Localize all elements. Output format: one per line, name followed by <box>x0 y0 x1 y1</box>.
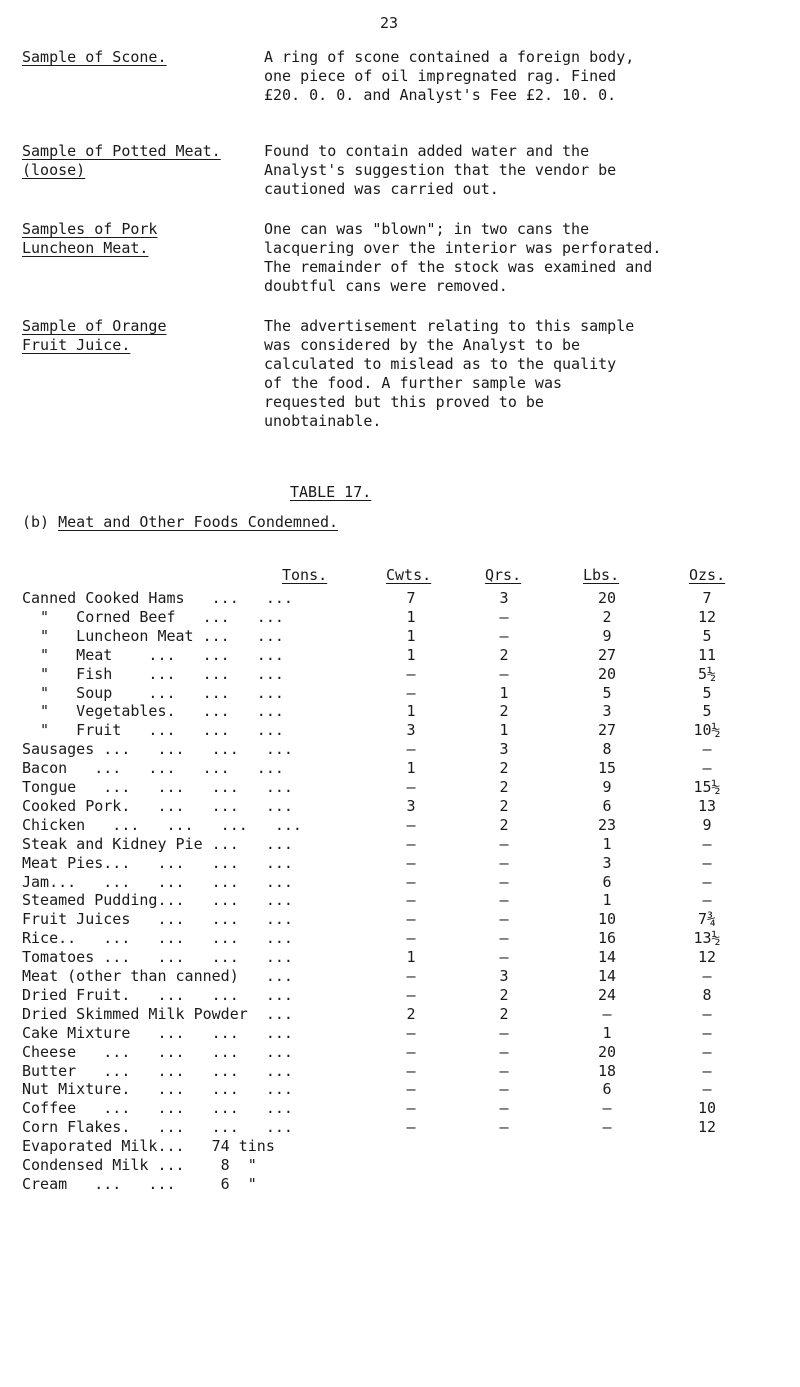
table-row <box>0 891 800 909</box>
cell-cwts: – <box>406 891 416 910</box>
table-row <box>0 1024 800 1042</box>
sample-text-line: A ring of scone contained a foreign body, <box>264 48 635 66</box>
cell-qrs: 3 <box>499 967 509 985</box>
sample-label <box>22 220 237 258</box>
cell-cwts: – <box>406 1118 416 1137</box>
cell-cwts: – <box>406 929 416 948</box>
sample-text-line: requested but this proved to be <box>264 393 544 411</box>
sample-text <box>264 48 792 105</box>
sample-label-line: Luncheon Meat. <box>22 239 149 257</box>
cell-ozs: 10½ <box>693 721 721 740</box>
cell-ozs: 7 <box>702 589 712 607</box>
cell-lbs: 14 <box>597 948 617 967</box>
cell-lbs: 10 <box>597 910 617 929</box>
cell-qrs: 2 <box>499 1004 509 1023</box>
cell-ozs: 11 <box>697 645 717 664</box>
cell-lbs: 1 <box>602 891 612 910</box>
cell-ozs: – <box>702 853 712 872</box>
sample-label <box>22 48 237 67</box>
subtitle-prefix: (b) <box>22 513 50 531</box>
cell-cwts: 1 <box>406 607 416 626</box>
table-row <box>0 910 800 928</box>
cell-cwts: – <box>406 1023 416 1042</box>
table-row <box>0 1043 800 1061</box>
cell-lbs: 3 <box>602 702 612 721</box>
cell-ozs: – <box>702 759 712 778</box>
table-row <box>0 797 800 815</box>
row-item: " Luncheon Meat ... ... <box>22 626 284 645</box>
cell-cwts: – <box>406 683 416 702</box>
row-item: " Meat ... ... ... <box>22 645 284 664</box>
sample-text <box>264 317 792 431</box>
row-item: Dried Fruit. ... ... ... <box>22 985 293 1004</box>
cell-lbs: 6 <box>602 796 612 815</box>
table-row <box>0 778 800 796</box>
cell-lbs: 1 <box>602 834 612 853</box>
cell-cwts: 1 <box>406 626 416 645</box>
table-row <box>0 967 800 985</box>
sample-text <box>264 142 792 199</box>
cell-ozs: 10 <box>697 1099 717 1118</box>
table-row <box>0 1005 800 1023</box>
cell-ozs: – <box>702 1061 712 1080</box>
cell-cwts: – <box>406 740 416 759</box>
row-item: Jam... ... ... ... ... <box>22 872 293 891</box>
row-item: Condensed Milk ... 8 " <box>22 1156 257 1174</box>
cell-cwts: – <box>406 834 416 853</box>
col-header-tons: Tons. <box>282 566 328 584</box>
cell-ozs: 13½ <box>693 929 721 948</box>
cell-cwts: – <box>406 815 416 834</box>
cell-lbs: 18 <box>597 1061 617 1080</box>
cell-qrs: – <box>499 664 509 683</box>
cell-cwts: 3 <box>406 721 416 740</box>
cell-qrs: – <box>499 834 509 853</box>
cell-qrs: – <box>499 891 509 910</box>
col-header-lbs: Lbs. <box>583 566 620 584</box>
cell-lbs: 1 <box>602 1023 612 1042</box>
cell-ozs: – <box>702 872 712 891</box>
row-item: Cake Mixture ... ... ... <box>22 1023 293 1042</box>
table-subtitle <box>22 513 338 531</box>
row-item: Cheese ... ... ... ... <box>22 1042 293 1061</box>
cell-lbs: 20 <box>597 1042 617 1061</box>
cell-qrs: 3 <box>499 740 509 759</box>
table-row <box>0 1118 800 1136</box>
cell-cwts: 1 <box>406 645 416 664</box>
subtitle-text: Meat and Other Foods Condemned. <box>58 513 339 531</box>
row-item: Dried Skimmed Milk Powder ... <box>22 1004 293 1023</box>
sample-text-line: Analyst's suggestion that the vendor be <box>264 161 617 179</box>
sample-text-line: £20. 0. 0. and Analyst's Fee £2. 10. 0. <box>264 86 617 104</box>
cell-qrs: – <box>499 1061 509 1080</box>
cell-lbs: 8 <box>602 740 612 759</box>
cell-ozs: 12 <box>697 607 717 626</box>
cell-qrs: 2 <box>499 796 509 815</box>
sample-text-line: lacquering over the interior was perforated. <box>264 239 662 257</box>
sample-text-line: one piece of oil impregnated rag. Fined <box>264 67 617 85</box>
table-row <box>0 1062 800 1080</box>
cell-qrs: 2 <box>499 759 509 778</box>
cell-ozs: 13 <box>697 796 717 815</box>
cell-ozs: – <box>702 740 712 759</box>
table-row <box>0 835 800 853</box>
row-item: Meat (other than canned) ... <box>22 967 293 985</box>
cell-qrs: 1 <box>499 721 509 740</box>
sample-label-line: Samples of Pork <box>22 220 158 238</box>
sample-text-line: One can was "blown"; in two cans the <box>264 220 590 238</box>
row-item: Tomatoes ... ... ... ... <box>22 948 293 967</box>
cell-lbs: 24 <box>597 985 617 1004</box>
cell-qrs: 2 <box>499 702 509 721</box>
cell-qrs: 1 <box>499 683 509 702</box>
row-item: " Vegetables. ... ... <box>22 702 284 721</box>
sample-text-line: Found to contain added water and the <box>264 142 590 160</box>
row-item: Rice.. ... ... ... ... <box>22 929 293 948</box>
cell-ozs: – <box>702 1042 712 1061</box>
row-item: Coffee ... ... ... ... <box>22 1099 293 1118</box>
cell-ozs: 5 <box>702 702 712 721</box>
cell-lbs: – <box>602 1099 612 1118</box>
row-item: Bacon ... ... ... ... <box>22 759 284 778</box>
cell-qrs: 2 <box>499 985 509 1004</box>
sample-label-line: Sample of Potted Meat. <box>22 142 221 160</box>
cell-lbs: 6 <box>602 1080 612 1099</box>
row-item: " Fish ... ... ... <box>22 664 284 683</box>
cell-ozs: – <box>702 834 712 853</box>
cell-lbs: 20 <box>597 664 617 683</box>
sample-text-line: unobtainable. <box>264 412 382 430</box>
cell-ozs: 5 <box>702 626 712 645</box>
cell-cwts: 1 <box>406 948 416 967</box>
cell-qrs: – <box>499 872 509 891</box>
cell-qrs: 2 <box>499 815 509 834</box>
table-row <box>0 1175 800 1193</box>
table-row <box>0 1080 800 1098</box>
cell-lbs: 14 <box>597 967 617 985</box>
cell-qrs: 2 <box>499 778 509 796</box>
cell-ozs: 5 <box>702 683 712 702</box>
col-header-cwts: Cwts. <box>386 566 432 584</box>
cell-lbs: 20 <box>597 589 617 607</box>
cell-qrs: – <box>499 607 509 626</box>
table-row <box>0 740 800 758</box>
col-header-ozs: Ozs. <box>689 566 726 584</box>
sample-label-line: Sample of Scone. <box>22 48 167 66</box>
row-item: Butter ... ... ... ... <box>22 1061 293 1080</box>
sample-text-line: The advertisement relating to this sample <box>264 317 635 335</box>
cell-ozs: 9 <box>702 815 712 834</box>
row-item: " Corned Beef ... ... <box>22 607 284 626</box>
cell-lbs: 23 <box>597 815 617 834</box>
cell-ozs: 15½ <box>693 778 721 796</box>
sample-text <box>264 220 792 296</box>
sample-label-line: (loose) <box>22 161 86 179</box>
cell-cwts: 1 <box>406 759 416 778</box>
sample-label-line: Sample of Orange <box>22 317 167 335</box>
cell-ozs: – <box>702 1023 712 1042</box>
table-row <box>0 1099 800 1117</box>
cell-qrs: – <box>499 853 509 872</box>
cell-qrs: – <box>499 1099 509 1118</box>
cell-qrs: 3 <box>499 589 509 607</box>
cell-cwts: – <box>406 778 416 796</box>
cell-lbs: – <box>602 1118 612 1137</box>
cell-ozs: – <box>702 1080 712 1099</box>
row-item: Steamed Pudding... ... ... <box>22 891 293 910</box>
cell-qrs: – <box>499 929 509 948</box>
table-row <box>0 627 800 645</box>
cell-cwts: – <box>406 985 416 1004</box>
table-title: TABLE 17. <box>290 483 372 501</box>
table-row <box>0 948 800 966</box>
cell-qrs: – <box>499 1023 509 1042</box>
table-row <box>0 702 800 720</box>
table-row <box>0 929 800 947</box>
table-row <box>0 1156 800 1174</box>
row-item: Sausages ... ... ... ... <box>22 740 293 759</box>
row-item: " Fruit ... ... ... <box>22 721 284 740</box>
table-row <box>0 646 800 664</box>
table-row <box>0 721 800 739</box>
sample-label <box>22 142 237 180</box>
row-item: Chicken ... ... ... ... <box>22 815 302 834</box>
sample-text-line: calculated to mislead as to the quality <box>264 355 617 373</box>
cell-cwts: – <box>406 967 416 985</box>
row-item: Steak and Kidney Pie ... ... <box>22 834 293 853</box>
cell-cwts: – <box>406 664 416 683</box>
col-header-qrs: Qrs. <box>485 566 522 584</box>
cell-qrs: – <box>499 1042 509 1061</box>
cell-cwts: 3 <box>406 796 416 815</box>
cell-cwts: – <box>406 1099 416 1118</box>
cell-ozs: 8 <box>702 985 712 1004</box>
table-row <box>0 589 800 607</box>
row-item: Meat Pies... ... ... ... <box>22 853 293 872</box>
cell-qrs: – <box>499 626 509 645</box>
cell-cwts: 1 <box>406 702 416 721</box>
cell-qrs: 2 <box>499 645 509 664</box>
cell-ozs: – <box>702 967 712 985</box>
cell-lbs: 2 <box>602 607 612 626</box>
cell-qrs: – <box>499 1118 509 1137</box>
cell-cwts: – <box>406 1061 416 1080</box>
cell-lbs: 16 <box>597 929 617 948</box>
cell-cwts: – <box>406 1080 416 1099</box>
cell-qrs: – <box>499 1080 509 1099</box>
sample-text-line: cautioned was carried out. <box>264 180 499 198</box>
table-row <box>0 873 800 891</box>
table-row <box>0 684 800 702</box>
cell-lbs: 27 <box>597 645 617 664</box>
cell-ozs: 7¾ <box>697 910 717 929</box>
cell-ozs: – <box>702 1004 712 1023</box>
sample-text-line: doubtful cans were removed. <box>264 277 508 295</box>
table-row <box>0 608 800 626</box>
cell-qrs: – <box>499 910 509 929</box>
cell-qrs: – <box>499 948 509 967</box>
sample-text-line: of the food. A further sample was <box>264 374 563 392</box>
table-row <box>0 1137 800 1155</box>
row-item: Corn Flakes. ... ... ... <box>22 1118 293 1137</box>
cell-lbs: 27 <box>597 721 617 740</box>
sample-label-line: Fruit Juice. <box>22 336 131 354</box>
cell-lbs: 5 <box>602 683 612 702</box>
row-item: Cooked Pork. ... ... ... <box>22 796 293 815</box>
cell-lbs: 9 <box>602 778 612 796</box>
page-number: 23 <box>380 14 399 32</box>
row-item: Canned Cooked Hams ... ... <box>22 589 293 607</box>
row-item: " Soup ... ... ... <box>22 683 284 702</box>
cell-cwts: – <box>406 853 416 872</box>
table-row <box>0 759 800 777</box>
cell-lbs: 3 <box>602 853 612 872</box>
row-item: Tongue ... ... ... ... <box>22 778 293 796</box>
table-row <box>0 854 800 872</box>
cell-ozs: 5½ <box>697 664 717 683</box>
cell-lbs: 15 <box>597 759 617 778</box>
cell-lbs: 9 <box>602 626 612 645</box>
cell-cwts: – <box>406 872 416 891</box>
cell-ozs: – <box>702 891 712 910</box>
row-item: Fruit Juices ... ... ... <box>22 910 293 929</box>
cell-cwts: 7 <box>406 589 416 607</box>
cell-cwts: – <box>406 1042 416 1061</box>
cell-cwts: – <box>406 910 416 929</box>
row-item: Nut Mixture. ... ... ... <box>22 1080 293 1099</box>
sample-text-line: was considered by the Analyst to be <box>264 336 581 354</box>
row-item: Cream ... ... 6 " <box>22 1174 257 1193</box>
row-item: Evaporated Milk... 74 tins <box>22 1137 275 1156</box>
cell-lbs: – <box>602 1004 612 1023</box>
sample-label <box>22 317 237 355</box>
sample-text-line: The remainder of the stock was examined and <box>264 258 653 276</box>
table-row <box>0 986 800 1004</box>
cell-ozs: 12 <box>697 1118 717 1137</box>
cell-ozs: 12 <box>697 948 717 967</box>
cell-lbs: 6 <box>602 872 612 891</box>
table-row <box>0 665 800 683</box>
cell-cwts: 2 <box>406 1004 416 1023</box>
table-row <box>0 816 800 834</box>
